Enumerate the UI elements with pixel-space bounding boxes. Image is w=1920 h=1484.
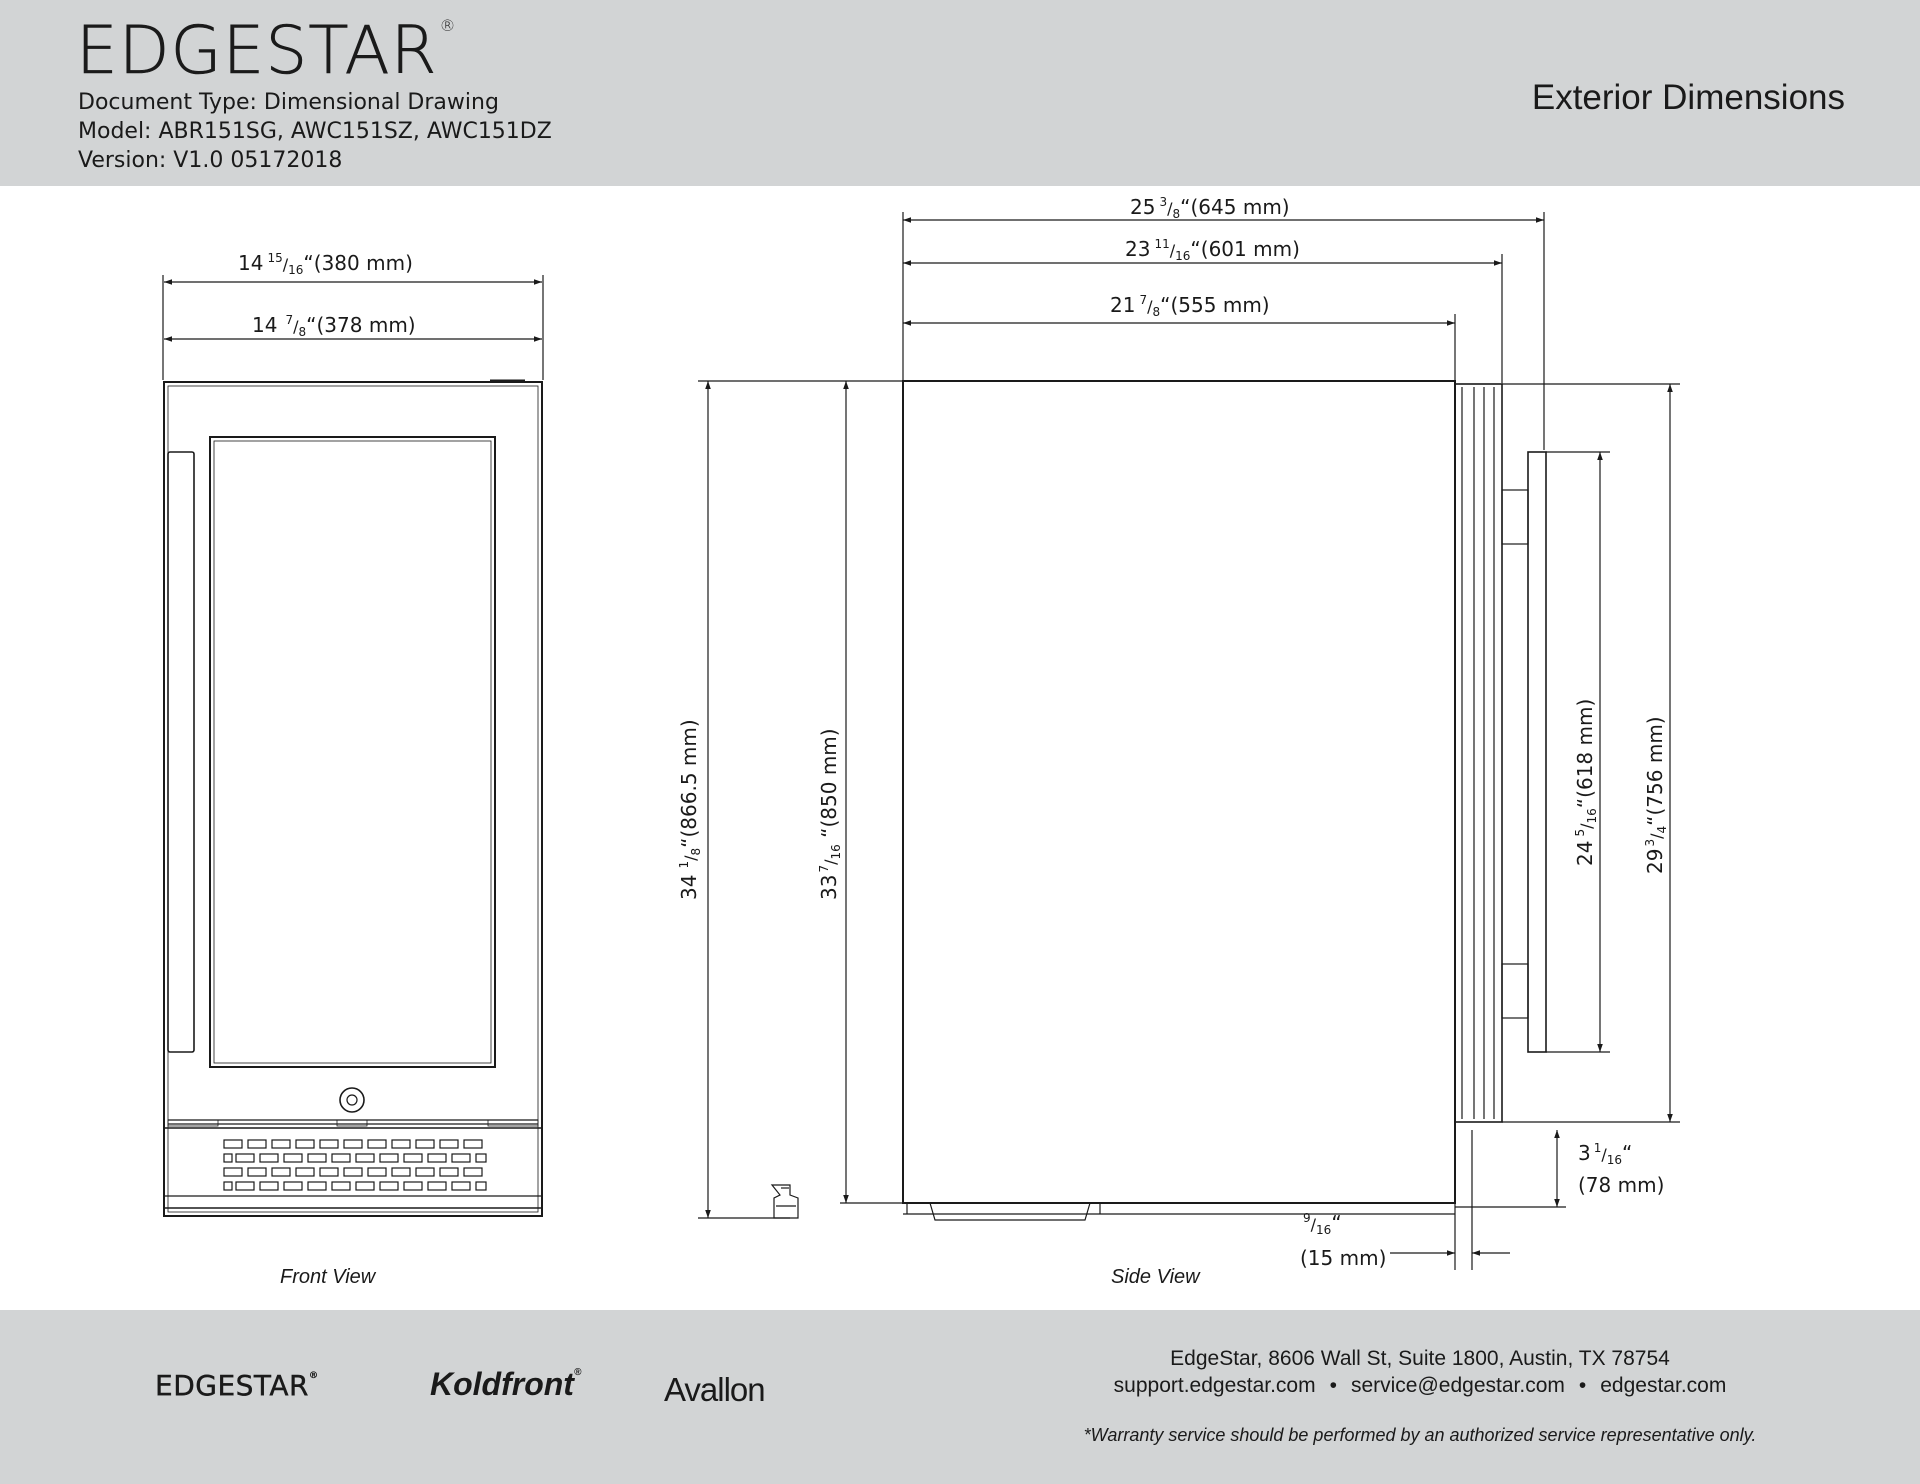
dim-label-base-fraction: 3 $^1_{/16}$“ <box>1578 1141 1633 1167</box>
dim-label-door-height: $29^3_{/4}“(756$ mm) <box>1643 716 1669 874</box>
dim-label-width-inner: 14 $^7_{/8}$“(378 mm) <box>252 313 416 339</box>
model-list: Model: ABR151SG, AWC151SZ, AWC151DZ <box>78 119 552 144</box>
separator-dot: • <box>1329 1374 1337 1397</box>
website-link[interactable]: edgestar.com <box>1600 1374 1727 1397</box>
brand-logo-koldfront: Koldfront® <box>430 1366 582 1402</box>
front-view-label: Front View <box>280 1266 376 1288</box>
front-vent-grille <box>224 1140 486 1190</box>
contact-links <box>980 1374 1860 1398</box>
dim-label-gap-fraction: $^9_{/16}$“ <box>1303 1211 1342 1237</box>
front-view-unit <box>163 275 543 1216</box>
dim-label-depth-cabinet: 21 $^7_{/8}$“(555 mm) <box>1110 293 1270 319</box>
version: Version: V1.0 05172018 <box>78 148 343 173</box>
brand-logo-avallon: Avallon <box>664 1371 765 1408</box>
dim-label-height-cabinet: $33^7_{/16}$ “(850 mm) <box>817 728 843 900</box>
side-view-unit <box>772 212 1546 1270</box>
service-email-link[interactable]: service@edgestar.com <box>1350 1374 1565 1397</box>
company-address: EdgeStar, 8606 Wall St, Suite 1800, Austin, TX 78754 <box>1170 1347 1670 1370</box>
brand-logo-edgestar: EDGESTAR® <box>155 1369 319 1402</box>
warranty-note: *Warranty service should be performed by an authorized service representative only. <box>1083 1425 1757 1445</box>
dim-label-depth-door: 23 $^{11}_{/16}$“(601 mm) <box>1125 237 1300 263</box>
dim-label-base-metric: (78 mm) <box>1578 1173 1665 1197</box>
dim-label-depth-total: 25 $^3_{/8}$“(645 mm) <box>1130 195 1290 221</box>
dim-label-width-outer: 14 $^{15}_{/16}$“(380 mm) <box>238 251 413 277</box>
edgestar-logo: EDGESTAR ® <box>76 12 457 89</box>
document-type: Document Type: Dimensional Drawing <box>78 90 499 115</box>
separator-dot: • <box>1578 1374 1587 1397</box>
page-title: Exterior Dimensions <box>1531 78 1845 117</box>
side-view-label: Side View <box>1111 1266 1200 1288</box>
support-link[interactable]: support.edgestar.com <box>1113 1374 1316 1397</box>
dim-label-gap-metric: (15 mm) <box>1300 1246 1387 1270</box>
dim-label-height-max: $34^1_{/8}“(866.5$ mm) <box>677 719 703 900</box>
dim-label-handle: $24^5_{/16}“(618$ mm) <box>1573 698 1599 866</box>
